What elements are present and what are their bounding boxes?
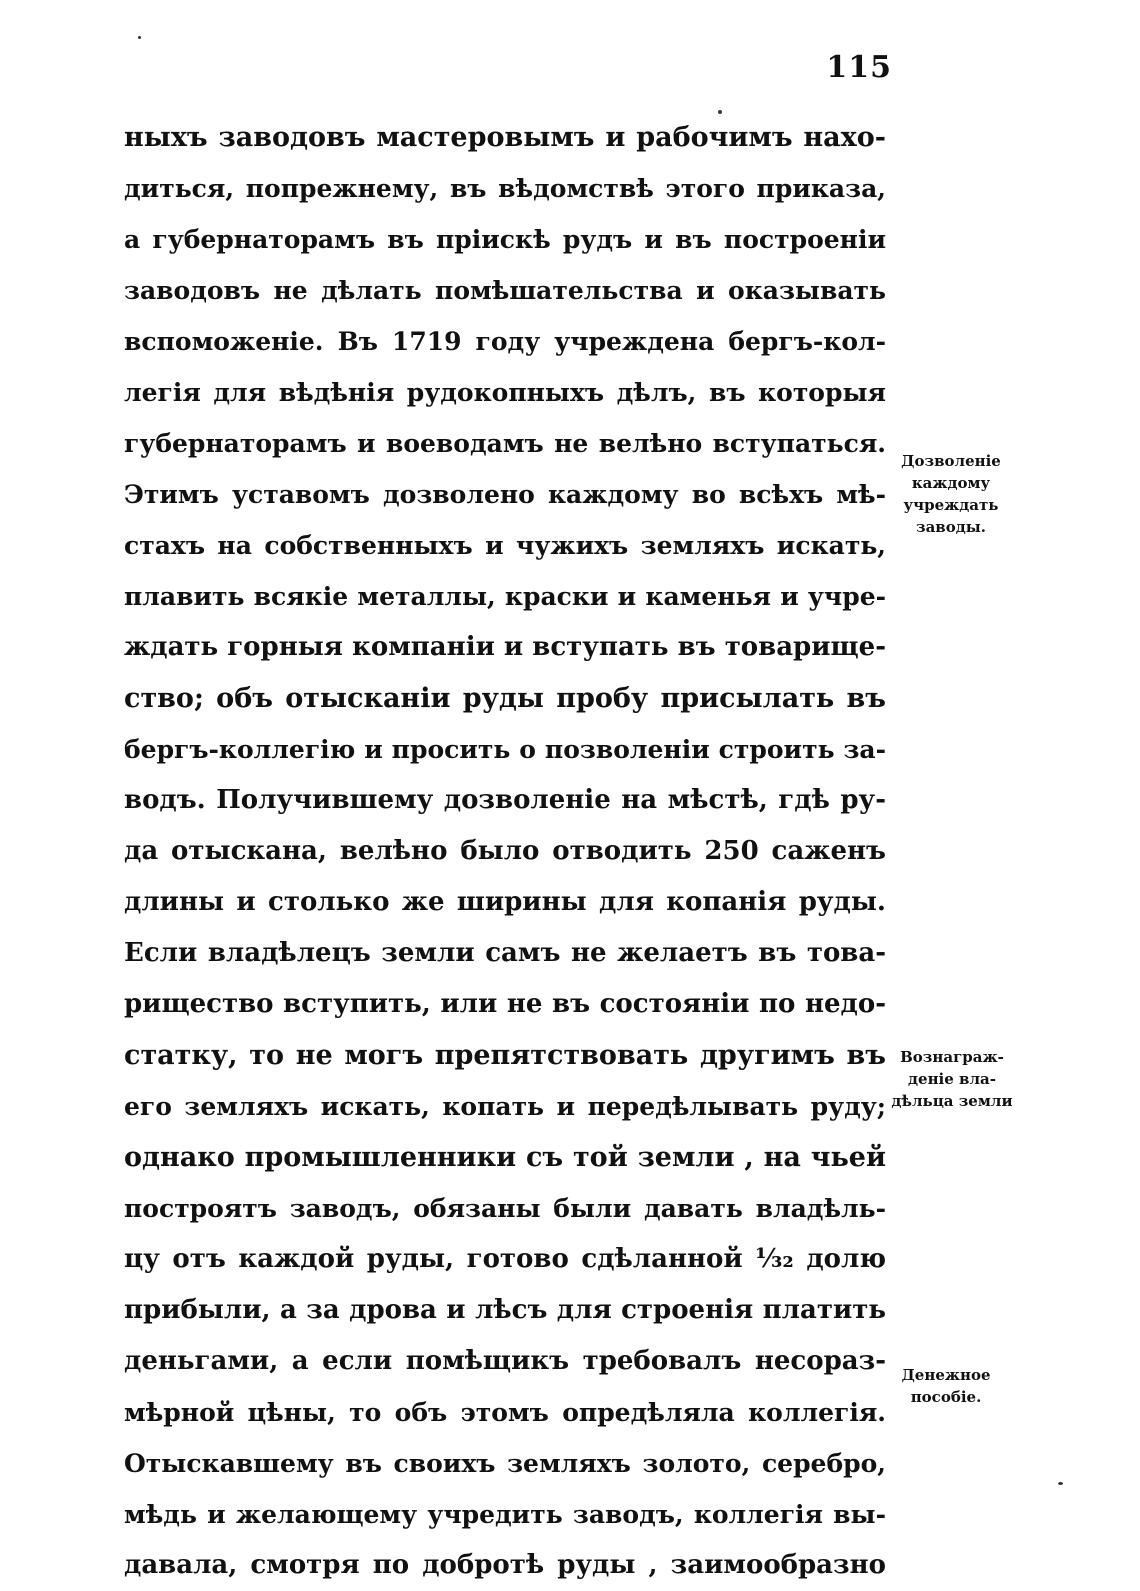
body-line: рищество вступить, или не въ состоянiи по недо- <box>124 989 886 1019</box>
margin-note-line: Дозволенiе <box>901 452 1001 470</box>
margin-note-line: дѣльца земли <box>891 1092 1013 1110</box>
body-line: ныхъ заводовъ мастеровымъ и рабочимъ нахо- <box>124 122 886 153</box>
margin-note-line: пособiе. <box>910 1388 982 1406</box>
body-line: длины и столько же ширины для копанiя руды. <box>124 887 886 917</box>
margin-note-line: Вознаграж- <box>900 1048 1004 1066</box>
margin-note-line: заводы. <box>916 518 986 536</box>
body-line: стахъ на собственныхъ и чужихъ земляхъ искать, <box>124 531 886 560</box>
body-line: а губернаторамъ въ прiискѣ рудъ и въ построенiи <box>124 225 886 254</box>
body-line: давала, смотря по добротѣ руды , заимообразно <box>124 1550 886 1580</box>
body-line: мѣрной цѣны, то объ этомъ опредѣляла коллегiя. <box>124 1398 886 1427</box>
body-line: Если владѣлецъ земли самъ не желаетъ въ това- <box>124 938 886 968</box>
body-line: Отыскавшему въ своихъ земляхъ золото, серебро, <box>124 1449 886 1478</box>
margin-note-compensation <box>884 1046 1020 1112</box>
body-line: ждать горныя компанiи и вступать въ товарище- <box>124 632 886 662</box>
body-line: цу отъ каждой руды, готово сдѣланной ¹⁄₃₂ долю <box>124 1244 886 1274</box>
body-line: заводовъ не дѣлать помѣшательства и оказывать <box>124 276 886 305</box>
body-line: его земляхъ искать, копать и передѣлывать руду; <box>124 1092 886 1121</box>
body-line: губернаторамъ и воеводамъ не велѣно вступаться. <box>124 429 886 458</box>
body-line: однако промышленники съ той земли , на чьей <box>124 1142 886 1173</box>
body-line: водъ. Получившему дозволенiе на мѣстѣ, гдѣ ру- <box>124 785 886 815</box>
margin-note-line: денiе вла- <box>908 1070 996 1088</box>
body-line: плавить всякiе металлы, краски и каменья и учре- <box>124 582 886 611</box>
margin-note-line: каждому <box>911 474 991 492</box>
scan-speck <box>718 110 722 114</box>
body-line: прибыли, а за дрова и лѣсъ для строенiя платить <box>124 1295 886 1325</box>
body-line: мѣдь и желающему учредить заводъ, коллегiя вы- <box>124 1500 886 1529</box>
body-text <box>124 112 886 1591</box>
margin-note-line: Денежное <box>901 1366 991 1384</box>
margin-note-permission <box>892 450 1010 538</box>
body-line: деньгами, а если помѣщикъ требовалъ несораз- <box>124 1346 886 1376</box>
body-line: построятъ заводъ, обязаны были давать владѣль- <box>124 1194 886 1223</box>
scan-speck <box>1058 1482 1063 1485</box>
scan-speck <box>138 36 141 39</box>
body-line: Этимъ уставомъ дозволено каждому во всѣхъ мѣ- <box>124 480 886 509</box>
body-line: легiя для вѣдѣнiя рудокопныхъ дѣлъ, въ которыя <box>124 378 886 407</box>
page-number: 115 <box>826 50 892 85</box>
body-line: да отыскана, велѣно было отводить 250 саженъ <box>124 836 886 866</box>
margin-note-line: учреждать <box>903 496 999 514</box>
body-line: диться, попрежнему, въ вѣдомствѣ этого приказа, <box>124 174 886 203</box>
body-line: вспоможенiе. Въ 1719 году учреждена бергъ-кол- <box>124 327 886 356</box>
body-line: ство; объ отысканiи руды пробу присылать въ <box>124 683 886 714</box>
margin-note-monetary-aid <box>888 1364 1004 1408</box>
body-line: статку, то не могъ препятствовать другимъ въ <box>124 1040 886 1071</box>
body-line: бергъ-коллегiю и просить о позволенiи строить за- <box>124 735 886 764</box>
